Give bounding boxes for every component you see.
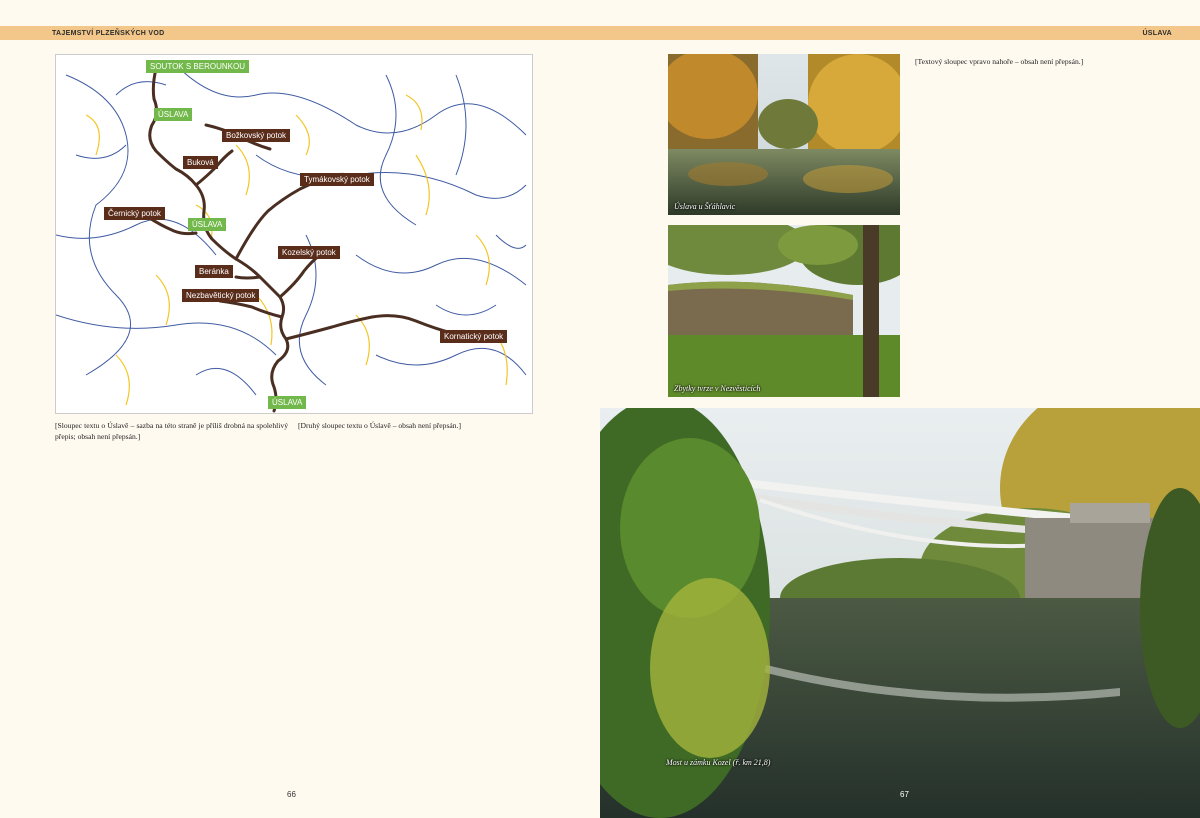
article-column-2: [Druhý sloupec textu o Úslavě – obsah není přepsán.]: [298, 421, 462, 430]
map-label-beranka: Beránka: [195, 265, 233, 278]
photo-caption-1: Úslava u Šťáhlavic: [674, 202, 736, 211]
running-head-left: TAJEMSTVÍ PLZEŇSKÝCH VOD: [0, 26, 600, 40]
map-label-uslava-1: ÚSLAVA: [154, 108, 192, 121]
article-column-3: [Textový sloupec vpravo nahoře – obsah není přepsán.]: [915, 57, 1084, 66]
article-column-1: [Sloupec textu o Úslavě – sazba na této straně je příliš drobná na spolehlivý přepis; obsah není přepsán.]: [55, 421, 288, 442]
map-river-network: [56, 65, 526, 395]
map-label-soutok: SOUTOK S BEROUNKOU: [146, 60, 249, 73]
running-head-right: ÚSLAVA: [600, 26, 1200, 40]
map-label-uslava-2: ÚSLAVA: [188, 218, 226, 231]
page-number-right: 67: [900, 790, 909, 799]
right-page: [600, 0, 1200, 818]
map-label-uslava-3: ÚSLAVA: [268, 396, 306, 409]
map-label-nezbaveticky-potok: Nezbavětický potok: [182, 289, 259, 302]
map-graphic: [56, 55, 532, 413]
page-number-left: 66: [287, 790, 296, 799]
map-label-tymakovsky-potok: Tymákovský potok: [300, 173, 374, 186]
photo-caption-3: Most u zámku Kozel (ř. km 21,8): [666, 758, 771, 767]
photo-uslava-stahlavic: [668, 54, 900, 215]
river-map: [55, 54, 533, 414]
photo-most-zamek-kozel: [600, 408, 1200, 818]
map-label-kozelsky-potok: Kozelský potok: [278, 246, 340, 259]
map-label-cernicky-potok: Černický potok: [104, 207, 165, 220]
map-label-bukova: Buková: [183, 156, 218, 169]
map-label-kornaticky-potok: Kornatický potok: [440, 330, 507, 343]
map-main-rivers: [148, 69, 476, 411]
photo-caption-2: Zbytky tvrze v Nezvěsticích: [674, 384, 761, 393]
photo-zbytky-tvrze: [668, 225, 900, 397]
map-label-bozkovsky-potok: Božkovský potok: [222, 129, 290, 142]
